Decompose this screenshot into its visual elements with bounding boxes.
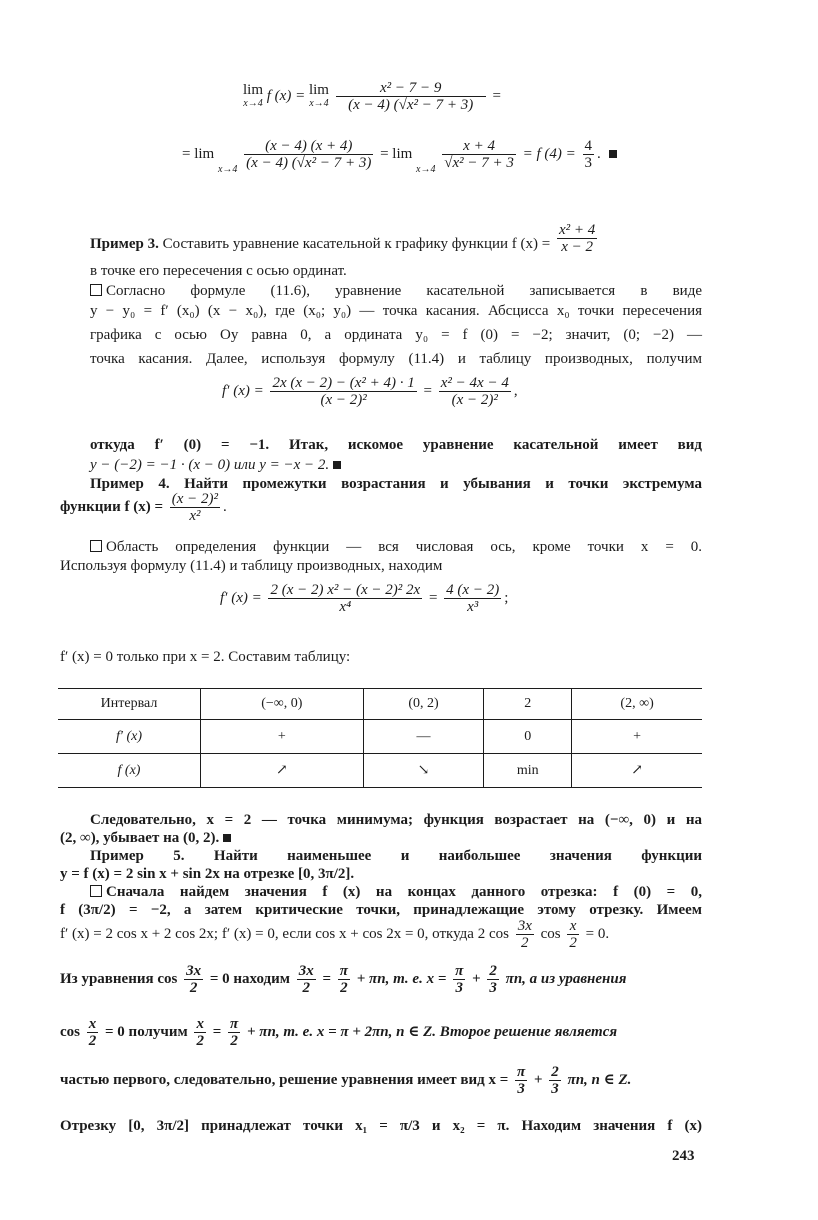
sign-table (58, 688, 702, 788)
table-cell: — (363, 720, 484, 754)
table-cell: f (x) (58, 754, 201, 788)
table-row (58, 754, 702, 788)
limit-result: $\frac{4}{3}$ (584, 138, 593, 171)
text-line: частью первого, следовательно, решение уравнения имеет вид x = $\frac{\pi}{3}$ + $\frac{2}{3}$ πn, n ∈ Z. (60, 1064, 632, 1097)
text-line: f′ (x) = 0 только при x = 2. Составим таблицу: (60, 649, 351, 665)
table-cell: ↗ (201, 754, 364, 788)
text-line: Следовательно, x = 2 — точка минимума; функция возрастает на (−∞, 0) и на (90, 812, 702, 828)
text-line: y − y₀ = f′ (x₀) (x − x₀), где (x₀; y₀) — точка касания. Абсцисса x₀ точки пересечения (90, 303, 702, 319)
example5-heading: Пример 5. Найти наименьшее и наибольшее значения функции (90, 848, 703, 864)
derivative-formula: f′ (x) = $\frac{\text{2x (x − 2) − (x² + 4) · 1}}{\text{(x − 2)²}}$ = $\frac{\text{x² − 4x − 4}}{\text{(x − 2)²}}$ , (222, 375, 518, 408)
table-header-cell: Интервал (58, 689, 201, 720)
lim-operator: lim x→4 (243, 81, 264, 109)
limit-eq: = lim (182, 145, 215, 162)
solution-start-mark (90, 284, 102, 296)
lim-sub: x→4 (416, 163, 436, 175)
example-label: Пример 3. (90, 236, 159, 252)
text-line: в точке его пересечения с осью ординат. (90, 263, 347, 279)
example4-function: функции f (x) = $\frac{\text{(x − 2)²}}{\text{x²}}$ . (60, 491, 227, 524)
table-cell: ↘ (363, 754, 484, 788)
table-header-cell: (0, 2) (363, 689, 484, 720)
table-header-cell: (2, ∞) (572, 689, 702, 720)
solution-start-mark (90, 885, 102, 897)
solution-start-mark (90, 540, 102, 552)
end-of-proof-mark (333, 461, 341, 469)
text-line: Согласно формуле (11.6), уравнение касательной записывается в виде (90, 282, 702, 300)
text-line: f′ (x) = 2 cos x + 2 cos 2x; f′ (x) = 0, если cos x + cos 2x = 0, откуда 2 cos $\frac{3x}{2}$ cos $\frac{x}{2}$ = 0. (60, 918, 610, 951)
example-label: Пример 5. (90, 848, 185, 864)
example4-heading: Пример 4. Найти промежутки возрастания и убывания и точки экстремума (90, 476, 703, 492)
text-line: точка касания. Далее, используя формулу (11.4) и таблицу производных, получим (90, 351, 702, 367)
page-number: 243 (672, 1148, 695, 1164)
limit-lhs: f (x) = (266, 87, 306, 104)
table-cell: 0 (484, 720, 572, 754)
end-of-proof-mark (609, 150, 617, 158)
text-line: Сначала найдем значения f (x) на концах данного отрезка: f (0) = 0, (90, 883, 702, 901)
table-header-row (58, 689, 702, 720)
text-line: откуда f′ (0) = −1. Итак, искомое уравнение касательной имеет вид (90, 437, 702, 453)
text-line: cos $\frac{x}{2}$ = 0 получим $\frac{x}{2}$ = $\frac{\pi}{2}$ + πn, т. е. x = π + 2πn, n ∈ Z. Второе решение является (60, 1016, 618, 1049)
text-line: f (3π/2) = −2, а затем критические точки, принадлежащие этому отрезку. Имеем (60, 902, 702, 918)
text-line: (2, ∞), убывает на (0, 2). (60, 829, 672, 847)
example-label: Пример 4. (90, 476, 170, 492)
table-row (58, 720, 702, 754)
text-line: y = f (x) = 2 sin x + sin 2x на отрезке [0, 3π/2]. (60, 866, 355, 882)
text-line: Используя формулу (11.4) и таблицу производных, находим (60, 558, 443, 574)
table-header-cell: 2 (484, 689, 572, 720)
limit-row-1: lim x→4 f (x) = lim x→4 $\frac{\text{x² − 7 − 9}}{\text{(x − 4) (√x² − 7 + 3)}}$ = (243, 80, 501, 113)
table-cell: + (572, 720, 702, 754)
limit-fraction: $\frac{\text{x² − 7 − 9}}{\text{(x − 4) (√x² − 7 + 3)}}$ (336, 80, 486, 113)
derivative-formula: f′ (x) = $\frac{\text{2 (x − 2) x² − (x − 2)² 2x}}{\text{x⁴}}$ = $\frac{4 (x - 2)}{\text{x³}}$ ; (220, 582, 509, 615)
limit-fraction-2: $\frac{x + 4}{\text{√x² − 7 + 3}}$ (444, 138, 514, 171)
text-line: графика с осью Oy равна 0, а ордината y₀ = f (0) = −2; значит, (0; −2) — (90, 327, 702, 343)
function-fraction: $\frac{\text{x² + 4}}{x - 2}$ (558, 222, 596, 255)
lim-sub: x→4 (217, 163, 238, 175)
table-cell: f′ (x) (58, 720, 201, 754)
text-line: y − (−2) = −1 · (x − 0) или y = −x − 2. (90, 456, 702, 474)
limit-row-2: = lim x→4 $\frac{(x - 4) (x + 4)}{\text{(x − 4) (√x² − 7 + 3)}}$ = lim x→4 $\frac{x + 4}{\text{√x² − 7 + 3}}$ = f (4) = $\frac{4}{3}$ . (182, 138, 617, 176)
text-line: Область определения функции — вся числовая ось, кроме точки x = 0. (90, 538, 702, 556)
table-header-cell: (−∞, 0) (201, 689, 364, 720)
lim-operator: lim x→4 (308, 81, 329, 109)
end-of-proof-mark (223, 834, 231, 842)
table-cell: + (201, 720, 364, 754)
limit-fraction-1: $\frac{(x - 4) (x + 4)}{\text{(x − 4) (√x² − 7 + 3)}}$ (246, 138, 372, 171)
table-cell: min (484, 754, 572, 788)
text-line: Отрезку [0, 3π/2] принадлежат точки x₁ = π/3 и x₂ = π. Находим значения f (x) (60, 1118, 702, 1134)
text-line: Из уравнения cos $\frac{3x}{2}$ = 0 находим $\frac{3x}{2}$ = $\frac{\pi}{2}$ + πn, т. е. x = $\frac{\pi}{3}$ + $\frac{2}{3}$ πn, а из уравнения (60, 963, 627, 996)
table-cell: ↗ (572, 754, 702, 788)
example3-heading: Пример 3. Составить уравнение касательной к графику функции f (x) = $\frac{\text{x² + 4}}{x - 2}$ (90, 222, 596, 255)
